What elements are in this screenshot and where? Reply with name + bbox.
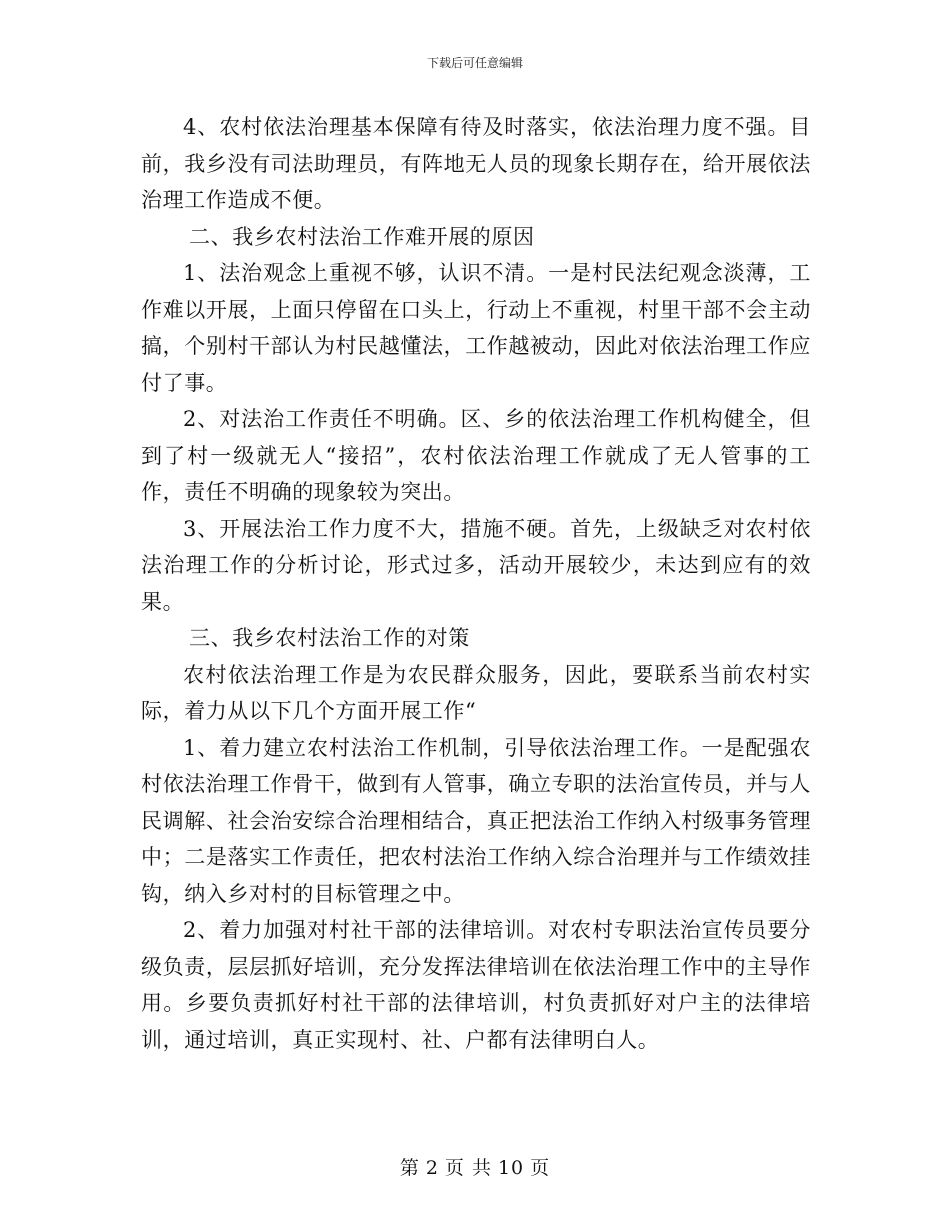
paragraph-reason-1: 1、法治观念上重视不够，认识不清。一是村民法纪观念淡薄，工作难以开展，上面只停留在口头上，行动上不重视，村里干部不会主动搞，个别村干部认为村民越懂法，工作越被动，因此对依法治理工作应付了事。 (141, 261, 811, 395)
total-page-count: 10 (497, 1157, 525, 1179)
page-header-note: 下载后可任意编辑 (426, 56, 523, 70)
current-page-number: 2 (425, 1157, 439, 1179)
page-number-footer (0, 1153, 950, 1180)
paragraph-reason-3: 3、开展法治工作力度不大，措施不硬。首先，上级缺乏对农村依法治理工作的分析讨论，形式过多，活动开展较少，未达到应有的效果。 (141, 516, 811, 614)
section-heading-countermeasures: 三、我乡农村法治工作的对策 (189, 626, 470, 650)
document-body (141, 109, 811, 1058)
section-heading-reasons: 二、我乡农村法治工作难开展的原因 (189, 224, 535, 249)
paragraph-reason-2: 2、对法治工作责任不明确。区、乡的依法治理工作机构健全，但到了村一级就无人“接招”，农村依法治理工作就成了无人管事的工作，责任不明确的现象较为突出。 (141, 407, 811, 504)
footer-middle: 页 共 (444, 1157, 492, 1179)
paragraph-measure-1: 1、着力建立农村法治工作机制，引导依法治理工作。一是配强农村依法治理工作骨干，做到有人管事，确立专职的法治宣传员，并与人民调解、社会治安综合治理相结合，真正把法治工作纳入村级事务管理中；二是落实工作责任，把农村法治工作纳入综合治理并与工作绩效挂钩，纳入乡对村的目标管理之中。 (141, 735, 811, 906)
paragraph-countermeasures-intro: 农村依法治理工作是为农民群众服务，因此，要联系当前农村实际，着力从以下几个方面开展工作“ (141, 662, 811, 723)
paragraph-measure-2: 2、着力加强对村社干部的法律培训。对农村专职法治宣传员要分级负责，层层抓好培训，充分发挥法律培训在依法治理工作中的主导作用。乡要负责抓好村社干部的法律培训，村负责抓好对户主的法律培训，通过培训，真正实现村、社、户都有法律明白人。 (141, 918, 811, 1052)
paragraph-guarantee: 4、农村依法治理基本保障有待及时落实，依法治理力度不强。目前，我乡没有司法助理员，有阵地无人员的现象长期存在，给开展依法治理工作造成不便。 (141, 115, 811, 212)
footer-suffix: 页 (530, 1157, 551, 1179)
footer-prefix: 第 (399, 1157, 420, 1179)
